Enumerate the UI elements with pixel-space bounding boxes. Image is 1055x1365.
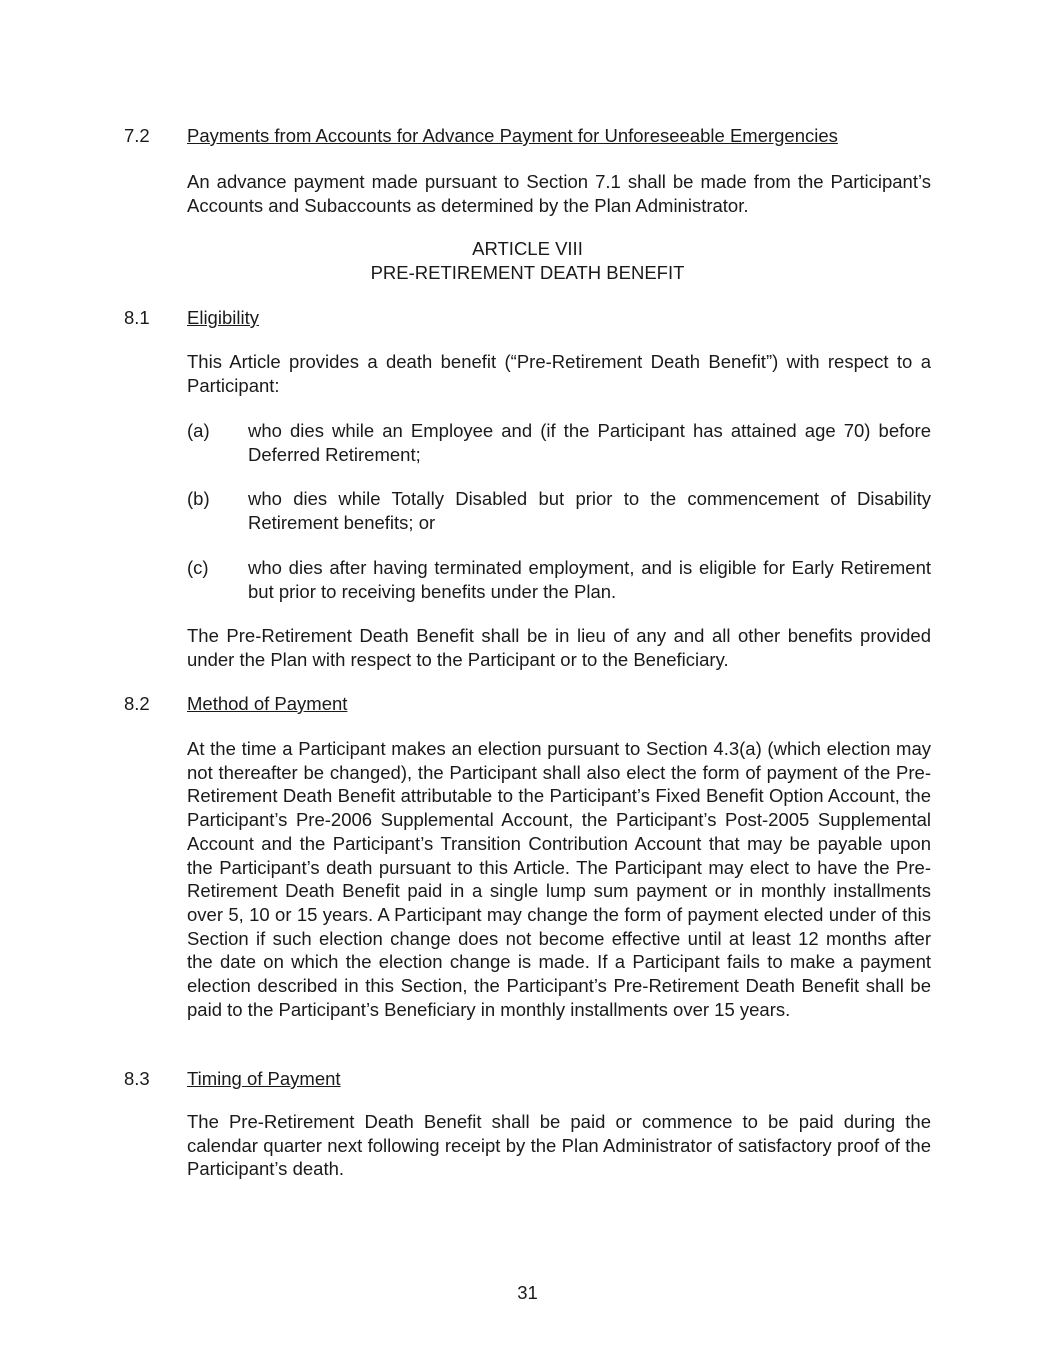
article-label: ARTICLE VIII: [472, 238, 583, 259]
section-8-3-title: Timing of Payment: [187, 1068, 341, 1089]
list-item-b-text: who dies while Totally Disabled but prior to the commencement of Disability Retirement benefits; or: [248, 488, 931, 533]
section-8-1-number: 8.1: [124, 307, 150, 328]
section-8-3-body: The Pre-Retirement Death Benefit shall be paid or commence to be paid during the calendar quarter next following receipt by the Plan Administrator of satisfactory proof of the Participant’s death.: [187, 1111, 931, 1180]
list-item-b-label: (b): [187, 488, 210, 509]
section-8-1-closing: The Pre-Retirement Death Benefit shall be in lieu of any and all other benefits provided under the Plan with respect to the Participant or to the Beneficiary.: [187, 625, 931, 670]
section-7-2-title: Payments from Accounts for Advance Payment for Unforeseeable Emergencies: [187, 125, 838, 146]
page-number: 31: [517, 1282, 538, 1303]
list-item-c-text: who dies after having terminated employment, and is eligible for Early Retirement but prior to receiving benefits under the Plan.: [248, 557, 931, 602]
list-item-a-label: (a): [187, 420, 210, 441]
article-title: PRE-RETIREMENT DEATH BENEFIT: [370, 262, 685, 283]
section-8-3-number: 8.3: [124, 1068, 150, 1089]
section-7-2-number: 7.2: [124, 125, 150, 146]
section-8-2-number: 8.2: [124, 693, 150, 714]
list-item-a-text: who dies while an Employee and (if the Participant has attained age 70) before Deferred Retirement;: [248, 420, 931, 465]
section-7-2-body: An advance payment made pursuant to Section 7.1 shall be made from the Participant’s Accounts and Subaccounts as determined by the Plan Administrator.: [187, 171, 931, 216]
section-8-1-intro: This Article provides a death benefit (“Pre-Retirement Death Benefit”) with respect to a Participant:: [187, 351, 931, 396]
section-8-2-title: Method of Payment: [187, 693, 348, 714]
section-8-1-title: Eligibility: [187, 307, 259, 328]
section-8-2-body: At the time a Participant makes an election pursuant to Section 4.3(a) (which election may not thereafter be changed), the Participant shall also elect the form of payment of the Pre-Retirement Death Benefit attributable to the Participant’s Fixed Benefit Option Account, the Participant’s Pre-2006 Supplemental Account, the Participant’s Post-2005 Supplemental Account and the Participant’s Transition Contribution Account that may be payable upon the Participant’s death pursuant to this Article. The Participant may elect to have the Pre-Retirement Death Benefit paid in a single lump sum payment or in monthly installments over 5, 10 or 15 years. A Participant may change the form of payment elected under of this Section if such election change does not become effective until at least 12 months after the date on which the election change is made. If a Participant fails to make a payment election described in this Section, the Participant’s Pre-Retirement Death Benefit shall be paid to the Participant’s Beneficiary in monthly installments over 15 years.: [187, 738, 931, 1020]
list-item-c-label: (c): [187, 557, 209, 578]
